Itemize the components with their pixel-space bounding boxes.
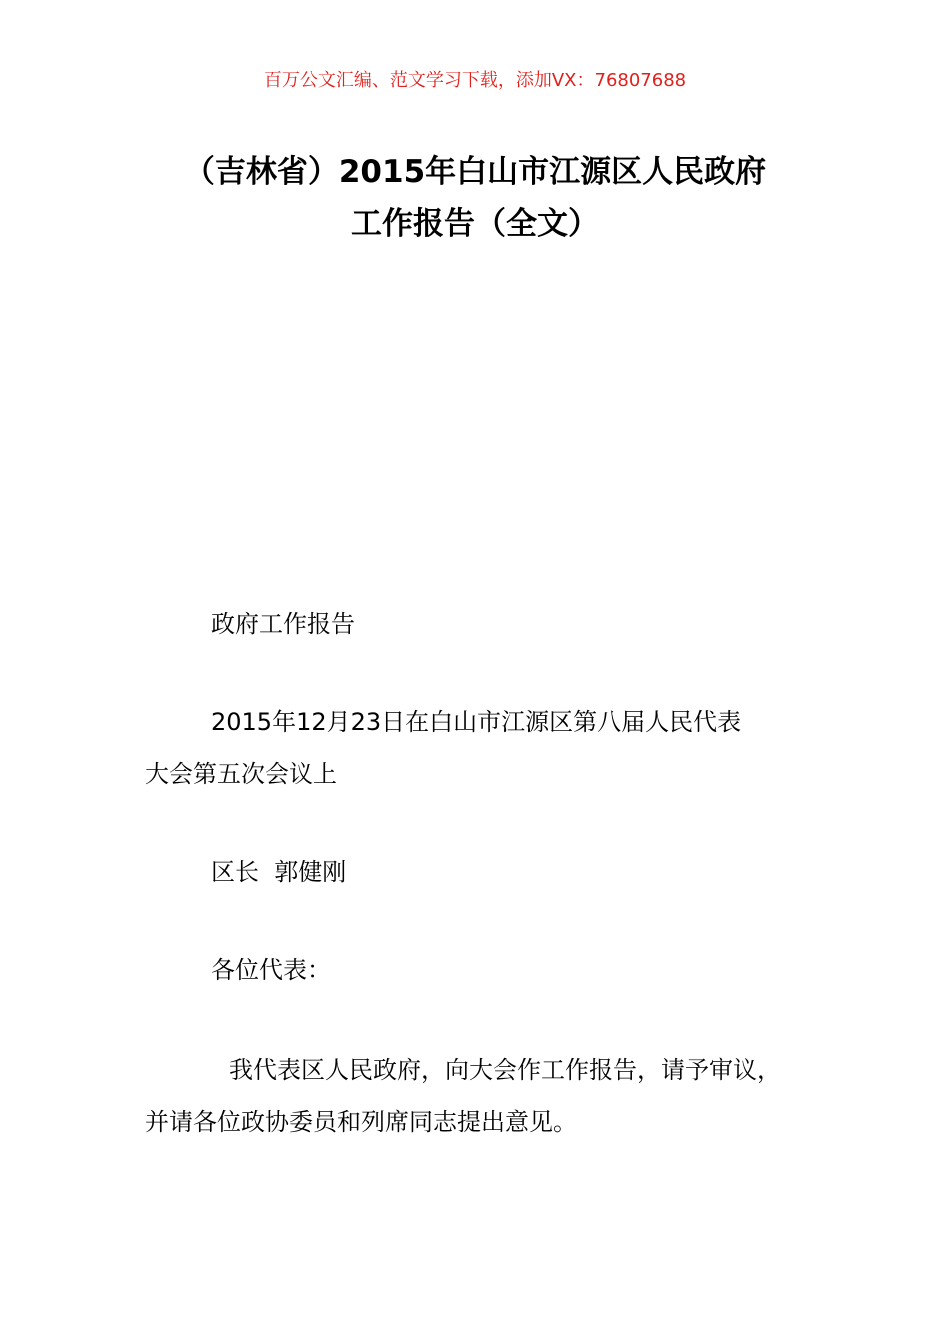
body-paragraph [145, 1044, 835, 1148]
document-title-line-1: （吉林省）2015年白山市江源区人民政府 [183, 154, 767, 190]
report-subtitle: 政府工作报告 [211, 610, 355, 638]
meeting-date-line-1: 2015年12月23日在白山市江源区第八届人民代表 [211, 708, 742, 736]
body-line-1: 我代表区人民政府，向大会作工作报告，请予审议， [229, 1056, 781, 1084]
meeting-date-line-2: 大会第五次会议上 [145, 760, 337, 788]
greeting: 各位代表： [211, 956, 331, 984]
document-title-line-2: 工作报告（全文） [351, 206, 599, 242]
watermark-header: 百万公文汇编、范文学习下载，添加VX：76807688 [263, 70, 687, 91]
body-line-2: 并请各位政协委员和列席同志提出意见。 [145, 1108, 577, 1136]
mayor-name: 区长 郭健刚 [211, 858, 347, 886]
meeting-date-paragraph [145, 696, 835, 800]
